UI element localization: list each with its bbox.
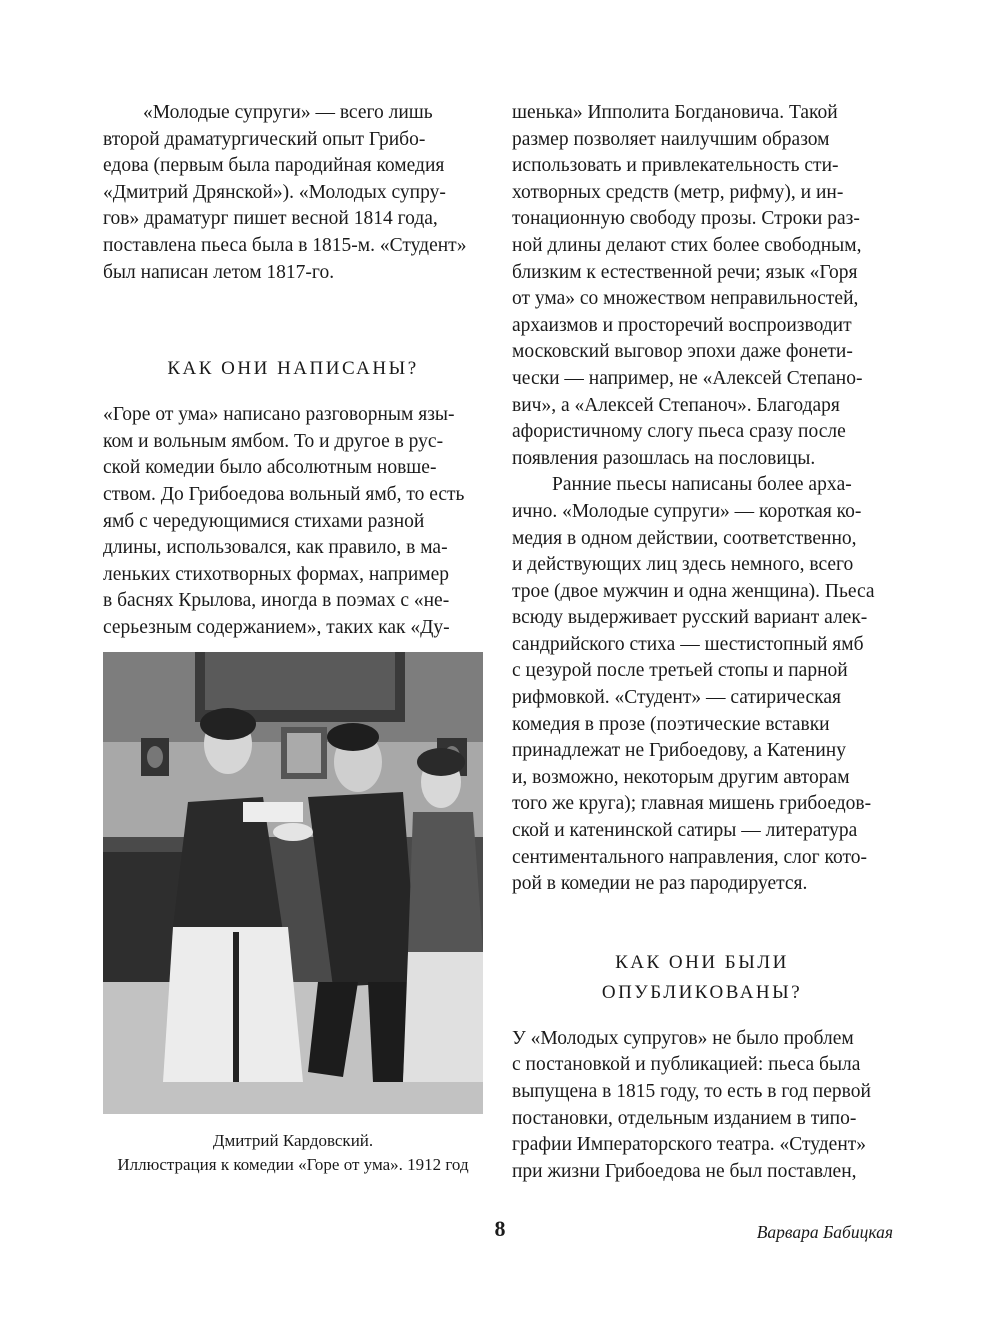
text-line: У «Молодых супругов» не было проблем [512, 1027, 854, 1049]
section-heading-how-written: КАК ОНИ НАПИСАНЫ? [167, 358, 419, 380]
heading-line: ОПУБЛИКОВАНЫ? [601, 981, 803, 1003]
text-line: с цезурой после третьей стопы и парной [512, 660, 848, 682]
heading-line: КАК ОНИ БЫЛИ [615, 951, 789, 973]
illustration-kardovsky [103, 652, 483, 1114]
text-line: медия в одном действии, соответственно, [512, 527, 857, 549]
text-line: в баснях Крылова, иногда в поэмах с «не- [103, 590, 450, 612]
text-line: ством. До Грибоедова вольный ямб, то есть [103, 483, 465, 505]
text-line: при жизни Грибоедова не был поставлен, [512, 1160, 857, 1182]
text-line: ской комедии было абсолютным новше- [103, 457, 437, 479]
text-line: ком и вольным ямбом. То и другое в рус- [103, 430, 444, 452]
figure-caption-author: Дмитрий Кардовский. [212, 1131, 374, 1150]
text-line: появления разошлась на пословицы. [512, 447, 816, 469]
text-line: постановки, отдельным изданием в типо- [512, 1107, 857, 1129]
text-line: выпущена в 1815 году, то есть в год первой [512, 1081, 871, 1102]
early-plays-paragraph [512, 472, 892, 898]
text-line: леньких стихотворных формах, например [103, 563, 450, 585]
text-line: гов» драматург пишет весной 1814 года, [103, 208, 438, 230]
text-line: «Дмитрий Дрянской»). «Молодых супру- [103, 181, 446, 203]
text-line: чески — например, не «Алексей Степано- [512, 367, 863, 389]
figure-caption-title: Иллюстрация к комедии «Горе от ума». 1912 год [117, 1155, 469, 1174]
text-line: и действующих лиц здесь немного, всего [512, 554, 854, 576]
section-heading-how-published [512, 948, 892, 1008]
text-line: вич», а «Алексей Степаноч». Благодаря [512, 394, 840, 416]
text-line: архаизмов и просторечий воспроизводит [512, 314, 852, 336]
text-line: близким к естественной речи; язык «Горя [512, 261, 858, 283]
text-line: длины, использовался, как правило, в ма- [103, 537, 448, 559]
text-line: комедия в прозе (поэтические вставки [512, 713, 830, 735]
text-line: рифмовкой. «Студент» — сатирическая [512, 687, 841, 709]
text-line: сандрийского стиха — шестистопный ямб [512, 633, 864, 655]
meter-paragraph [103, 402, 483, 641]
publication-paragraph [512, 1026, 892, 1186]
text-line: трое (двое мужчин и одна женщина). Пьеса [512, 580, 875, 602]
left-column [103, 100, 483, 642]
running-footer-author: Варвара Бабицкая [756, 1222, 893, 1242]
text-line: «Горе от ума» написано разговорным язы- [103, 404, 455, 426]
text-line: Ранние пьесы написаны более архa- [552, 474, 852, 496]
text-line: ямб с чередующимися стихами разной [103, 510, 425, 532]
text-line: тонационную свободу прозы. Строки раз- [512, 208, 860, 230]
text-line: «Молодые супруги» — всего лишь [143, 102, 433, 123]
text-line: всюду выдерживает русский вариант алек- [512, 607, 868, 629]
text-line: и, возможно, некоторым другим авторам [512, 766, 850, 788]
text-line: поставлена пьеса была в 1815-м. «Студент» [103, 234, 467, 256]
text-line: серьезным содержанием», таких как «Ду- [103, 616, 450, 638]
text-line: ной длины делают стих более свободным, [512, 234, 862, 256]
text-line: принадлежат не Грибоедову, а Катенину [512, 740, 846, 762]
text-line: был написан летом 1817-го. [103, 261, 335, 283]
text-line: второй драматургический опыт Грибо- [103, 128, 426, 150]
text-line: хотворных средств (метр, рифму), и ин- [512, 181, 844, 203]
text-line: рой в комедии не раз пародируется. [512, 873, 808, 895]
text-line: с постановкой и публикацией: пьеса была [512, 1054, 861, 1076]
text-line: того же круга); главная мишень грибоедов- [512, 793, 872, 815]
text-line: едова (первым была пародийная комедия [103, 155, 445, 177]
meter-paragraph-continued [512, 100, 892, 472]
text-line: графии Императорского театра. «Студент» [512, 1134, 867, 1156]
text-line: использовать и привлекательность сти- [512, 155, 839, 177]
text-line: сентиментального направления, слог кото- [512, 846, 867, 868]
intro-paragraph [103, 100, 483, 286]
text-line: московский выговор эпохи даже фонети- [512, 341, 853, 363]
text-line: шенька» Ипполита Богдановича. Такой [512, 102, 838, 123]
text-line: размер позволяет наилучшим образом [512, 128, 830, 150]
right-column [512, 100, 892, 1185]
text-line: афористичному слогу пьеса сразу после [512, 421, 846, 443]
text-line: ской и катенинской сатиры — литература [512, 820, 858, 842]
text-line: от ума» со множеством неправильностей, [512, 288, 859, 310]
text-line: ично. «Молодые супруги» — короткая ко- [512, 500, 862, 522]
page-number: 8 [494, 1216, 506, 1241]
